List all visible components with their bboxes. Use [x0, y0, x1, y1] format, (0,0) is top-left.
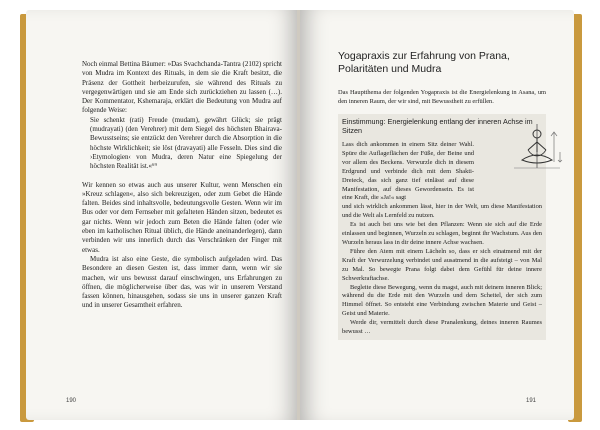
exercise-paragraph: Begleite diese Bewegung, wenn du magst, auch mit deinem inneren Blick; während du die Erde mit den Wurzeln und dem Scheitel, der sich zum Himmel öffnet. So entsteht eine Verbindung zwischen Materie und Geist – Geist und Materie. [342, 283, 542, 318]
exercise-paragraph: Es ist auch bei uns wie bei den Pflanzen: Wenn sie sich auf die Erde einlassen und beginnen, Wurzeln zu schlagen, beginnt ihr Wachstum. Aus den Wurzeln heraus lass in dir deine innere Achse wachsen. [342, 221, 542, 246]
right-page [300, 10, 574, 420]
left-page-text [82, 60, 282, 311]
exercise-title: Einstimmung: Energielenkung entlang der inneren Achse im Sitzen [342, 117, 533, 135]
paragraph-gap [82, 172, 282, 181]
right-page-number: 191 [525, 398, 536, 404]
paragraph: Mudra ist also eine Geste, die symbolisch aufgeladen wird. Das Besondere an diesen Gesten ist, dass immer dann, wenn wir sie machen, wir uns bewusst darauf einschwingen, uns Erfahrungen zu öffnen, die möglicherweise über das, was wir in unserem Verstand fassen können, hinausgehen, sodass sie uns in unserer ganzen Kraft und in unserer Gesamtheit erfahren. [82, 254, 282, 310]
paragraph: Noch einmal Bettina Bäumer: »Das Svachchanda-Tantra (2102) spricht von Mudra im Kontext des Rituals, in dem sie die Kraft besitzt, die Präsenz der Gottheit herbeizurufen, sie während des Rituals zu vergegenwärtigen und sie am Ende sich zurückziehen zu lassen (…). Der Kommentator, Kshemaraja, erklärt die Bedeutung von Mudra auf folgende Weise: [82, 60, 282, 115]
exercise-paragraph: Werde dir, vermittelt durch diese Pranalenkung, deines inneren Raumes bewusst … [342, 319, 542, 336]
exercise-wrapped-text: Lass dich ankommen in einem Sitz deiner Wahl. Spüre die Auflageflächen der Füße, der Beine und vor allem des Beckens. Verwurzle dich in diesem Erdgrund und verbinde dich mit dem Shakti-Dreieck, das sich ganz tief einlässt auf diese Manifestation, auf dieses Gewordensein. Es ist eine Kraft, die »Ja!« sagt [342, 141, 474, 202]
block-quote: Sie schenkt (rati) Freude (mudam), gewährt Glück; sie prägt (mudrayati) (den Verehrer) mit dem Siegel des höchsten Bhairava-Bewusstseins; sie entzückt den Verehrer durch die Absorption in die höchste Wirklichkeit; sie löst (dravayati) alle Fesseln. Dies sind die ›Etymologien‹ von Mudra, deren Natur eine Spiegelung der höchsten Realität ist.«⁶⁹ [90, 115, 282, 171]
section-title: Yogapraxis zur Erfahrung von Prana, Polaritäten und Mudra [338, 50, 510, 75]
exercise-paragraph: und sich wirklich ankommen lässt, hier in der Welt, um diese Manifestation und die Welt als Lernfeld zu nutzen. [342, 203, 542, 220]
left-page [26, 10, 298, 420]
exercise-paragraph: Führe den Atem mit einem Lächeln so, dass er sich einatmend mit der Kraft der Verwurzelung verbindet und ausatmend in die aufsteigt – von Mal zu Mal. So bewegte Prana folgt dabei dem Gefühl für deine innere Schwerkraftachse. [342, 247, 542, 282]
left-page-number: 190 [66, 398, 77, 404]
section-intro: Das Hauptthema der folgenden Yogapraxis ist die Energielenkung in Asana, um den inneren Raum, der wir sind, mit Bewusstheit zu erfüllen. [338, 89, 546, 105]
paragraph: Wir kennen so etwas auch aus unserer Kultur, wenn Menschen ein »Kreuz schlagen«, also sich bekreuzigen, oder zum Gebet die Hände falten. Beides sind inhaltsvolle, bedeutungsvolle Gesten. Wenn wir im Bus oder vor dem Fernseher mit gefalteten Händen sitzen, bedeutet es gar nichts. Wenn wir jedoch zum Beten die Hände falten (oder wie eben im katholischen Ritual üblich, die Hände aneinanderlegen), dann verbinden wir uns innerlich durch das Verschränken der Finger mit etwas. [82, 180, 282, 254]
meditation-figure-icon [506, 122, 568, 172]
